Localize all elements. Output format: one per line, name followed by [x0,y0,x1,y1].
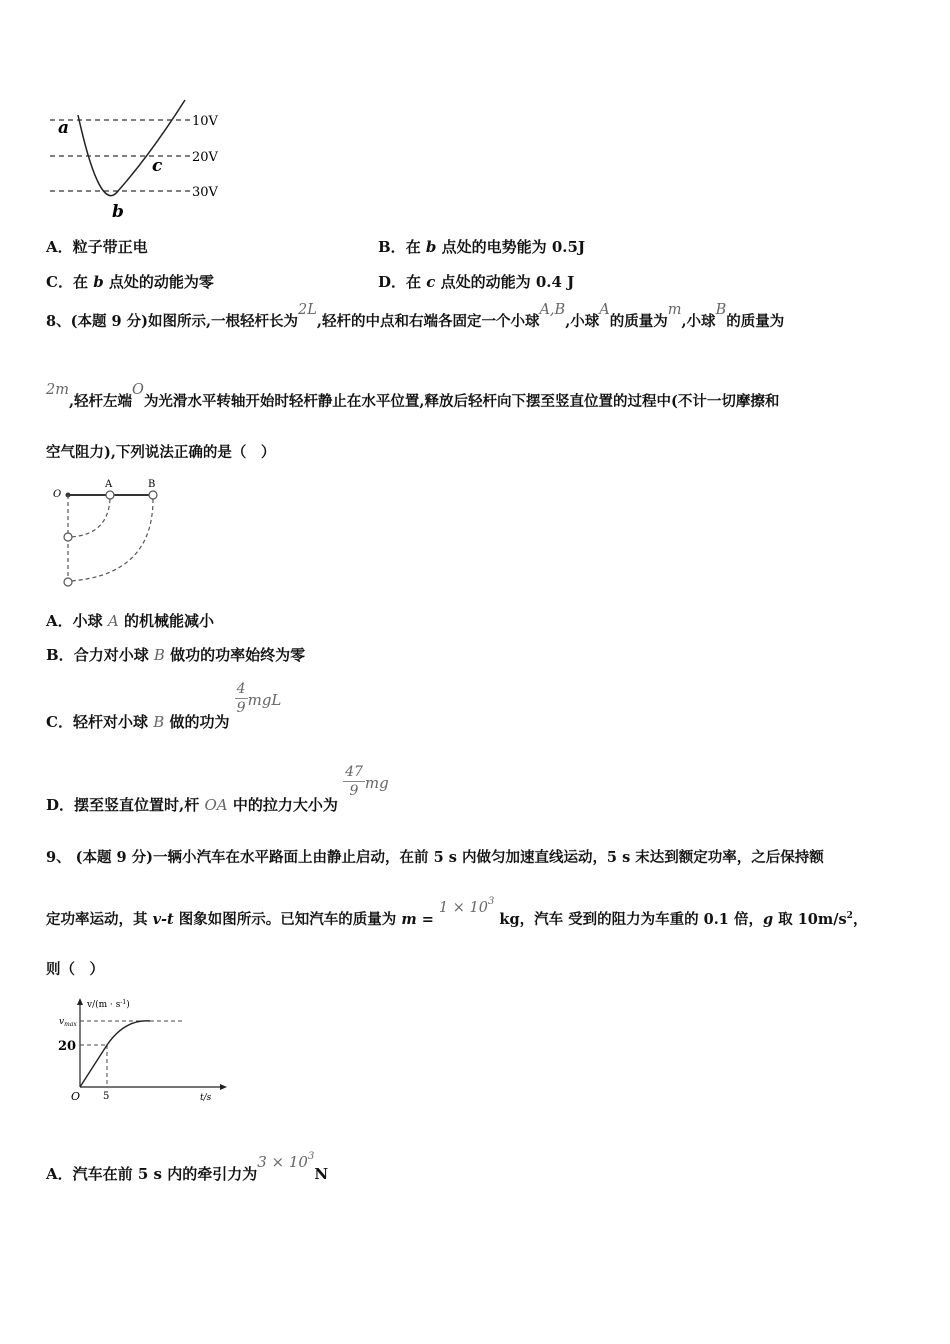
math-mg: mg [364,773,389,792]
frac-den: 9 [236,700,246,716]
option-unit: N [314,1165,329,1183]
option-label: D． [46,795,75,814]
q7-option-a [46,236,148,257]
math-2m: 2m [46,382,69,398]
frac-den: 9 [349,783,359,799]
q7-option-b [378,236,585,257]
stem-text: ,小球 [565,313,600,330]
tick-5: 5 [103,1091,110,1102]
option-text: 在 [405,238,426,256]
option-text: 汽车在前 5 s 内的牵引力为 [72,1165,258,1183]
option-label: A． [46,238,73,256]
label-o: O [53,489,62,500]
q8-option-c [46,680,282,731]
math-B: B [715,302,727,318]
option-var: b [93,273,104,291]
math-force: 3 × 10 [257,1153,308,1171]
option-text: 做功的功率始终为零 [164,646,306,664]
origin-label: O [71,1090,81,1103]
stem-text: 取 10m/s [773,911,847,928]
option-text: 中的拉力大小为 [227,795,344,814]
x-axis-label: t/s [200,1093,212,1103]
math-OA: OA [204,795,228,814]
fig-equipotential [40,95,240,225]
velocity-curve [80,1021,150,1087]
math-mass: 1 × 10 [438,900,488,916]
q9-stem-line3: 则（ ） [46,961,104,978]
option-text: 在 [72,273,94,291]
vmax-label: $v_{max}$ [59,1017,77,1028]
option-label: B． [46,646,74,664]
ball-a-final [64,533,72,541]
q8-stem-line3: 空气阻力),下列说法正确的是（ ） [46,444,276,461]
stem-text: 的质量为 [726,313,785,330]
option-label: C． [46,712,73,731]
option-label: C． [46,273,73,291]
option-label: A． [46,612,73,630]
q8-option-a [46,610,214,631]
option-text: 小球 [72,612,108,630]
stem-text: 8、(本题 9 分)如图所示,一根轻杆长为 [46,313,299,330]
q7-option-c [46,271,214,292]
arc-a [70,499,110,537]
fig-vt-graph [55,995,235,1107]
stem-text: 定功率运动，其 [46,911,153,928]
ball-b-final [64,578,72,586]
q8-option-b [46,644,305,665]
tick-20: 20 [58,1039,77,1054]
q7-option-d [378,271,574,292]
option-text: 合力对小球 [73,646,154,664]
option-text: 摆至竖直位置时,杆 [74,795,205,814]
option-label: A． [46,1165,73,1183]
point-b-label: b [112,202,124,222]
stem-text: ,轻杆左端 [68,393,133,410]
fig-rod-pendulum [48,475,178,595]
point-c-label: c [152,156,163,176]
q8-stem-line2 [46,382,780,411]
label-a: A [105,479,113,490]
math-A: A [107,612,119,630]
y-axis-arrow [77,998,83,1005]
option-text: 做的功为 [164,712,235,731]
math-2L: 2L [298,302,317,318]
option-text: 点处的动能为零 [103,273,214,291]
math-vt: v-t [152,911,174,928]
frac-num: 47 [345,764,363,780]
option-var: c [426,273,436,291]
math-mgL: mgL [247,690,282,709]
option-text: 轻杆对小球 [72,712,154,731]
stem-text: ,小球 [681,313,716,330]
level-20v: 20V [192,150,218,165]
math-O: O [132,382,144,398]
math-mass-exp: 3 [487,896,495,907]
option-label: D． [378,273,407,291]
math-m: m [667,302,682,318]
math-A: A [599,302,610,318]
label-b: B [148,479,156,490]
level-30v: 30V [192,185,218,200]
q9-stem-line2 [46,896,868,929]
fraction-4-9 [235,680,248,717]
y-axis-label: $v/(m \cdot s^{-1})$ [87,999,130,1010]
stem-text: kg，汽车 受到的阻力为车重的 0.1 倍， [494,911,763,928]
math-force-exp: 3 [307,1151,315,1162]
math-m: m [401,911,417,928]
ball-a [106,491,114,499]
option-text: 的机械能减小 [118,612,214,630]
math-B: B [153,712,165,731]
stem-text: ,轻杆的中点和右端各固定一个小球 [316,313,540,330]
stem-text: 为光滑水平转轴开始时轻杆静止在水平位置,释放后轻杆向下摆至竖直位置的过程中(不计一切摩擦和 [143,393,780,410]
math-AB: A,B [539,302,566,318]
stem-text: 图象如图所示。已知汽车的质量为 [173,911,402,928]
q9-stem-line1: 9、 (本题 9 分)一辆小汽车在水平路面上由静止启动，在前 5 s 内做匀加速直线运动，5 s 末达到额定功率，之后保持额 [46,849,824,866]
fraction-47-9 [343,763,365,800]
ball-b [149,491,157,499]
point-a-label: a [58,118,70,138]
stem-text: = [416,911,439,928]
level-10v: 10V [192,114,218,129]
option-label: B． [378,238,406,256]
arc-b [70,499,153,581]
particle-trajectory [78,100,185,196]
stem-text: ， [852,911,868,928]
stem-text: 2 [846,911,853,922]
math-B: B [153,646,165,664]
math-g: g [762,911,774,928]
stem-text: 的质量为 [609,313,668,330]
option-text: 粒子带正电 [72,238,148,256]
option-text: 点处的电势能为 0.5J [436,238,586,256]
q8-option-d [46,763,389,814]
q8-stem-line1 [46,302,785,331]
option-text: 点处的动能为 0.4 J [435,273,575,291]
x-axis-arrow [220,1084,227,1090]
option-var: b [425,238,437,256]
option-text: 在 [406,273,427,291]
frac-num: 4 [236,681,246,697]
